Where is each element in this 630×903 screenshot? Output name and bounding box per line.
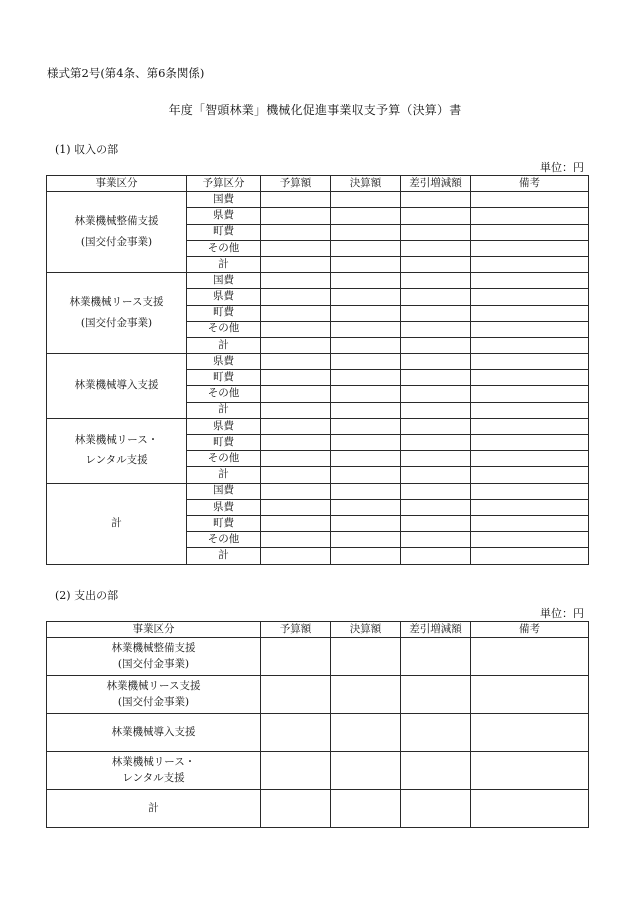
business-category-label: 計 xyxy=(148,801,159,814)
remarks-cell[interactable] xyxy=(471,273,589,289)
expense-header-row xyxy=(47,622,589,638)
header-budget-amount: 予算額 xyxy=(261,622,331,638)
remarks-cell[interactable] xyxy=(471,483,589,499)
difference-cell[interactable] xyxy=(401,790,471,828)
business-category-label: (国交付金事業) xyxy=(80,316,153,329)
budget-amount-cell[interactable] xyxy=(261,676,331,714)
difference-cell[interactable] xyxy=(401,305,471,321)
remarks-cell[interactable] xyxy=(471,305,589,321)
business-category-cell xyxy=(47,354,187,419)
remarks-cell[interactable] xyxy=(471,548,589,564)
settlement-amount-cell[interactable] xyxy=(331,532,401,548)
expense-unit-label: 単位：円 xyxy=(540,607,584,620)
budget-category-cell: その他 xyxy=(187,532,261,548)
budget-amount-cell[interactable] xyxy=(261,289,331,305)
difference-cell[interactable] xyxy=(401,321,471,337)
settlement-amount-cell[interactable] xyxy=(331,435,401,451)
budget-amount-cell[interactable] xyxy=(261,418,331,434)
budget-amount-cell[interactable] xyxy=(261,370,331,386)
header-difference: 差引増減額 xyxy=(401,176,471,192)
difference-cell[interactable] xyxy=(401,467,471,483)
difference-cell[interactable] xyxy=(401,337,471,353)
difference-cell[interactable] xyxy=(401,256,471,272)
business-category-cell xyxy=(47,638,261,676)
business-category-label: (国交付金事業) xyxy=(117,695,190,708)
remarks-cell[interactable] xyxy=(471,354,589,370)
budget-amount-cell[interactable] xyxy=(261,532,331,548)
budget-category-cell: 町費 xyxy=(187,435,261,451)
business-category-label: 計 xyxy=(111,516,122,529)
budget-amount-cell[interactable] xyxy=(261,483,331,499)
document-title: 年度「智頭林業」機械化促進事業収支予算（決算）書 xyxy=(168,103,462,117)
difference-cell[interactable] xyxy=(401,354,471,370)
header-remarks: 備考 xyxy=(471,622,589,638)
table-row xyxy=(47,483,589,499)
header-difference: 差引増減額 xyxy=(401,622,471,638)
remarks-cell[interactable] xyxy=(471,224,589,240)
business-category-label: 林業機械リース・ xyxy=(74,433,159,446)
budget-category-cell: 県費 xyxy=(187,289,261,305)
budget-amount-cell[interactable] xyxy=(261,451,331,467)
table-row xyxy=(47,714,589,752)
settlement-amount-cell[interactable] xyxy=(331,305,401,321)
settlement-amount-cell[interactable] xyxy=(331,273,401,289)
business-category-cell xyxy=(47,714,261,752)
budget-amount-cell[interactable] xyxy=(261,499,331,515)
settlement-amount-cell[interactable] xyxy=(331,638,401,676)
settlement-amount-cell[interactable] xyxy=(331,224,401,240)
expense-section-heading: (2) 支出の部 xyxy=(55,589,119,602)
budget-category-cell: 県費 xyxy=(187,354,261,370)
remarks-cell[interactable] xyxy=(471,714,589,752)
remarks-cell[interactable] xyxy=(471,402,589,418)
difference-cell[interactable] xyxy=(401,208,471,224)
remarks-cell[interactable] xyxy=(471,532,589,548)
remarks-cell[interactable] xyxy=(471,451,589,467)
table-row xyxy=(47,192,589,208)
settlement-amount-cell[interactable] xyxy=(331,321,401,337)
remarks-cell[interactable] xyxy=(471,321,589,337)
settlement-amount-cell[interactable] xyxy=(331,714,401,752)
settlement-amount-cell[interactable] xyxy=(331,418,401,434)
table-row xyxy=(47,273,589,289)
business-category-cell xyxy=(47,676,261,714)
budget-category-cell: 町費 xyxy=(187,224,261,240)
header-business-category: 事業区分 xyxy=(47,622,261,638)
difference-cell[interactable] xyxy=(401,192,471,208)
budget-category-cell: 国費 xyxy=(187,273,261,289)
business-category-cell xyxy=(47,483,187,564)
budget-amount-cell[interactable] xyxy=(261,305,331,321)
budget-amount-cell[interactable] xyxy=(261,790,331,828)
settlement-amount-cell[interactable] xyxy=(331,354,401,370)
business-category-label: (国交付金事業) xyxy=(117,657,190,670)
business-category-cell xyxy=(47,790,261,828)
difference-cell[interactable] xyxy=(401,402,471,418)
remarks-cell[interactable] xyxy=(471,435,589,451)
settlement-amount-cell[interactable] xyxy=(331,752,401,790)
budget-category-cell: その他 xyxy=(187,321,261,337)
difference-cell[interactable] xyxy=(401,714,471,752)
header-remarks: 備考 xyxy=(471,176,589,192)
table-row xyxy=(47,354,589,370)
settlement-amount-cell[interactable] xyxy=(331,515,401,531)
business-category-label: 林業機械リース支援 xyxy=(106,679,201,692)
remarks-cell[interactable] xyxy=(471,289,589,305)
budget-amount-cell[interactable] xyxy=(261,714,331,752)
remarks-cell[interactable] xyxy=(471,370,589,386)
income-header-row xyxy=(47,176,589,192)
budget-category-cell: 町費 xyxy=(187,515,261,531)
budget-amount-cell[interactable] xyxy=(261,354,331,370)
budget-category-cell: 県費 xyxy=(187,418,261,434)
header-budget-amount: 予算額 xyxy=(261,176,331,192)
business-category-cell xyxy=(47,752,261,790)
remarks-cell[interactable] xyxy=(471,208,589,224)
settlement-amount-cell[interactable] xyxy=(331,192,401,208)
table-row xyxy=(47,638,589,676)
budget-amount-cell[interactable] xyxy=(261,256,331,272)
header-settlement-amount: 決算額 xyxy=(331,622,401,638)
budget-category-cell: その他 xyxy=(187,240,261,256)
table-row xyxy=(47,676,589,714)
difference-cell[interactable] xyxy=(401,273,471,289)
budget-category-cell: 計 xyxy=(187,402,261,418)
difference-cell[interactable] xyxy=(401,532,471,548)
settlement-amount-cell[interactable] xyxy=(331,370,401,386)
budget-amount-cell[interactable] xyxy=(261,192,331,208)
business-category-label: レンタル支援 xyxy=(85,454,148,467)
settlement-amount-cell[interactable] xyxy=(331,256,401,272)
settlement-amount-cell[interactable] xyxy=(331,289,401,305)
income-section-heading: (1) 収入の部 xyxy=(55,143,119,156)
settlement-amount-cell[interactable] xyxy=(331,402,401,418)
business-category-label: (国交付金事業) xyxy=(80,235,153,248)
settlement-amount-cell[interactable] xyxy=(331,676,401,714)
budget-amount-cell[interactable] xyxy=(261,548,331,564)
business-category-label: 林業機械リース支援 xyxy=(69,295,164,308)
budget-amount-cell[interactable] xyxy=(261,208,331,224)
budget-amount-cell[interactable] xyxy=(261,337,331,353)
budget-category-cell: 町費 xyxy=(187,370,261,386)
business-category-label: 林業機械整備支援 xyxy=(74,215,159,228)
form-number: 様式第2号(第4条、第6条関係) xyxy=(47,66,205,80)
income-table xyxy=(46,175,589,565)
budget-category-cell: 県費 xyxy=(187,499,261,515)
remarks-cell[interactable] xyxy=(471,515,589,531)
remarks-cell[interactable] xyxy=(471,418,589,434)
remarks-cell[interactable] xyxy=(471,240,589,256)
settlement-amount-cell[interactable] xyxy=(331,790,401,828)
budget-category-cell: 国費 xyxy=(187,483,261,499)
budget-amount-cell[interactable] xyxy=(261,321,331,337)
header-business-category: 事業区分 xyxy=(47,176,187,192)
business-category-label: 林業機械導入支援 xyxy=(74,379,159,392)
remarks-cell[interactable] xyxy=(471,499,589,515)
settlement-amount-cell[interactable] xyxy=(331,499,401,515)
header-settlement-amount: 決算額 xyxy=(331,176,401,192)
remarks-cell[interactable] xyxy=(471,256,589,272)
difference-cell[interactable] xyxy=(401,418,471,434)
business-category-cell xyxy=(47,418,187,483)
difference-cell[interactable] xyxy=(401,435,471,451)
remarks-cell[interactable] xyxy=(471,790,589,828)
remarks-cell[interactable] xyxy=(471,386,589,402)
budget-amount-cell[interactable] xyxy=(261,435,331,451)
settlement-amount-cell[interactable] xyxy=(331,386,401,402)
budget-category-cell: その他 xyxy=(187,386,261,402)
difference-cell[interactable] xyxy=(401,483,471,499)
budget-category-cell: 計 xyxy=(187,337,261,353)
budget-category-cell: 計 xyxy=(187,467,261,483)
remarks-cell[interactable] xyxy=(471,676,589,714)
difference-cell[interactable] xyxy=(401,386,471,402)
table-row xyxy=(47,752,589,790)
difference-cell[interactable] xyxy=(401,515,471,531)
budget-amount-cell[interactable] xyxy=(261,224,331,240)
budget-category-cell: 計 xyxy=(187,256,261,272)
difference-cell[interactable] xyxy=(401,638,471,676)
table-row xyxy=(47,418,589,434)
remarks-cell[interactable] xyxy=(471,467,589,483)
settlement-amount-cell[interactable] xyxy=(331,467,401,483)
settlement-amount-cell[interactable] xyxy=(331,337,401,353)
business-category-label: 林業機械導入支援 xyxy=(111,725,196,738)
business-category-label: 林業機械整備支援 xyxy=(111,641,196,654)
remarks-cell[interactable] xyxy=(471,337,589,353)
remarks-cell[interactable] xyxy=(471,752,589,790)
business-category-cell xyxy=(47,192,187,273)
budget-amount-cell[interactable] xyxy=(261,402,331,418)
expense-table xyxy=(46,621,589,828)
budget-amount-cell[interactable] xyxy=(261,638,331,676)
budget-amount-cell[interactable] xyxy=(261,467,331,483)
remarks-cell[interactable] xyxy=(471,638,589,676)
table-row xyxy=(47,790,589,828)
budget-amount-cell[interactable] xyxy=(261,515,331,531)
difference-cell[interactable] xyxy=(401,240,471,256)
business-category-label: 林業機械リース・ xyxy=(111,755,196,768)
budget-amount-cell[interactable] xyxy=(261,752,331,790)
difference-cell[interactable] xyxy=(401,224,471,240)
settlement-amount-cell[interactable] xyxy=(331,548,401,564)
budget-category-cell: 町費 xyxy=(187,305,261,321)
budget-amount-cell[interactable] xyxy=(261,240,331,256)
difference-cell[interactable] xyxy=(401,548,471,564)
budget-amount-cell[interactable] xyxy=(261,386,331,402)
difference-cell[interactable] xyxy=(401,289,471,305)
settlement-amount-cell[interactable] xyxy=(331,240,401,256)
business-category-label: レンタル支援 xyxy=(122,771,185,784)
business-category-cell xyxy=(47,273,187,354)
income-unit-label: 単位：円 xyxy=(540,161,584,174)
budget-category-cell: 国費 xyxy=(187,192,261,208)
settlement-amount-cell[interactable] xyxy=(331,483,401,499)
difference-cell[interactable] xyxy=(401,451,471,467)
budget-category-cell: 計 xyxy=(187,548,261,564)
budget-amount-cell[interactable] xyxy=(261,273,331,289)
remarks-cell[interactable] xyxy=(471,192,589,208)
difference-cell[interactable] xyxy=(401,676,471,714)
budget-category-cell: 県費 xyxy=(187,208,261,224)
settlement-amount-cell[interactable] xyxy=(331,451,401,467)
settlement-amount-cell[interactable] xyxy=(331,208,401,224)
budget-category-cell: その他 xyxy=(187,451,261,467)
difference-cell[interactable] xyxy=(401,370,471,386)
difference-cell[interactable] xyxy=(401,752,471,790)
difference-cell[interactable] xyxy=(401,499,471,515)
header-budget-category: 予算区分 xyxy=(187,176,261,192)
